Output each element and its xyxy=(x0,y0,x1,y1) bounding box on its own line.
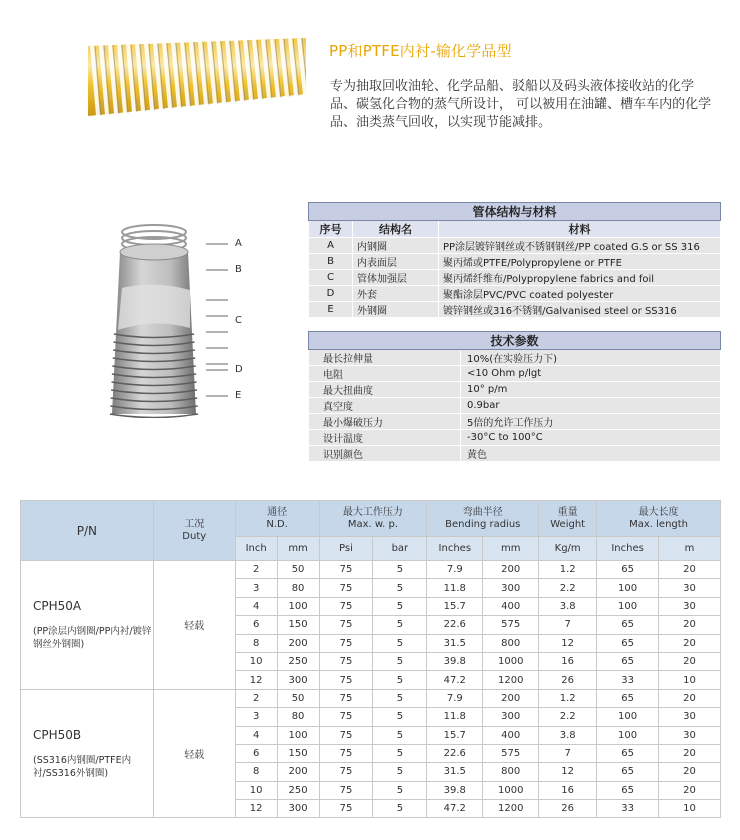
table-cell: 20 xyxy=(659,744,721,762)
table-cell: 300 xyxy=(277,800,319,818)
unit-header: Kg/m xyxy=(539,537,597,561)
tech-param-value: -30°C to 100°C xyxy=(461,430,721,446)
table-cell: 10 xyxy=(235,781,277,799)
table-cell: 8 xyxy=(235,634,277,652)
table-cell: 75 xyxy=(319,579,373,597)
table-cell: 1000 xyxy=(483,781,539,799)
table-cell: 26 xyxy=(539,671,597,689)
table-cell: 400 xyxy=(483,597,539,615)
table-cell: 12 xyxy=(539,634,597,652)
table-cell: 12 xyxy=(235,800,277,818)
tech-param-name: 最长拉伸量 xyxy=(309,350,461,366)
table-cell: 20 xyxy=(659,616,721,634)
table-cell: 30 xyxy=(659,726,721,744)
table-cell: 150 xyxy=(277,744,319,762)
table-cell: 3.8 xyxy=(539,597,597,615)
header-pressure xyxy=(319,501,427,537)
tech-row xyxy=(309,382,721,398)
structure-row xyxy=(309,254,721,270)
tech-row xyxy=(309,430,721,446)
tech-param-value: 5倍的允许工作压力 xyxy=(461,414,721,430)
table-cell: 20 xyxy=(659,634,721,652)
tech-row xyxy=(309,366,721,382)
structure-code: C xyxy=(309,270,353,286)
header-pn: P/N xyxy=(21,501,154,561)
table-cell: 5 xyxy=(373,708,427,726)
table-cell: 5 xyxy=(373,652,427,670)
structure-name: 外钢圈 xyxy=(353,302,439,318)
structure-caption: 管体结构与材料 xyxy=(309,203,721,221)
table-row xyxy=(21,561,721,579)
table-cell: 20 xyxy=(659,689,721,707)
table-cell: 75 xyxy=(319,726,373,744)
header-pressure-en: Max. w. p. xyxy=(347,518,399,530)
table-cell: 65 xyxy=(597,689,659,707)
table-cell: 75 xyxy=(319,744,373,762)
structure-material: PP涂层镀锌钢丝或不锈钢钢丝/PP coated G.S or SS 316 xyxy=(439,238,721,254)
tech-row xyxy=(309,414,721,430)
table-cell: 75 xyxy=(319,689,373,707)
table-cell: 5 xyxy=(373,689,427,707)
table-cell: 39.8 xyxy=(427,652,483,670)
table-cell: 575 xyxy=(483,616,539,634)
table-cell: 7 xyxy=(539,744,597,762)
table-cell: 30 xyxy=(659,597,721,615)
table-cell: 65 xyxy=(597,781,659,799)
table-cell: 50 xyxy=(277,689,319,707)
table-cell: 100 xyxy=(277,597,319,615)
product-spec-table xyxy=(20,500,721,818)
structure-material: 聚丙烯纤维布/Polypropylene fabrics and foil xyxy=(439,270,721,286)
structure-code: A xyxy=(309,238,353,254)
table-cell: 75 xyxy=(319,634,373,652)
callout-e: E xyxy=(235,390,242,401)
table-cell: 200 xyxy=(483,689,539,707)
tech-param-value: 10%(在实验压力下) xyxy=(461,350,721,366)
structure-row xyxy=(309,270,721,286)
col-header-material: 材料 xyxy=(439,221,721,238)
structure-name: 管体加强层 xyxy=(353,270,439,286)
table-cell: 33 xyxy=(597,800,659,818)
callout-b: B xyxy=(235,264,242,275)
header-weight-en: Weight xyxy=(550,518,586,530)
structure-name: 内钢圈 xyxy=(353,238,439,254)
table-cell: 1.2 xyxy=(539,561,597,579)
header-duty-en: Duty xyxy=(182,530,207,542)
table-cell: 250 xyxy=(277,652,319,670)
table-cell: 16 xyxy=(539,652,597,670)
table-cell: 75 xyxy=(319,800,373,818)
unit-header: m xyxy=(659,537,721,561)
part-number-cell xyxy=(21,561,154,690)
structure-material: 聚丙烯或PTFE/Polypropylene or PTFE xyxy=(439,254,721,270)
table-cell: 2.2 xyxy=(539,579,597,597)
table-cell: 15.7 xyxy=(427,726,483,744)
structure-row xyxy=(309,286,721,302)
table-cell: 5 xyxy=(373,800,427,818)
table-cell: 5 xyxy=(373,671,427,689)
table-cell: 250 xyxy=(277,781,319,799)
table-cell: 65 xyxy=(597,763,659,781)
table-cell: 47.2 xyxy=(427,800,483,818)
header-bend-en: Bending radius xyxy=(445,518,521,530)
table-cell: 6 xyxy=(235,744,277,762)
unit-header: Inch xyxy=(235,537,277,561)
structure-name: 内表面层 xyxy=(353,254,439,270)
table-cell: 8 xyxy=(235,763,277,781)
table-cell: 39.8 xyxy=(427,781,483,799)
table-cell: 1200 xyxy=(483,671,539,689)
header-bend-cn: 弯曲半径 xyxy=(462,506,503,518)
tech-caption: 技术参数 xyxy=(309,332,721,350)
table-cell: 5 xyxy=(373,726,427,744)
header-pressure-cn: 最大工作压力 xyxy=(342,506,403,518)
table-cell: 33 xyxy=(597,671,659,689)
unit-header: mm xyxy=(277,537,319,561)
table-cell: 10 xyxy=(235,652,277,670)
table-cell: 75 xyxy=(319,671,373,689)
tech-row xyxy=(309,350,721,366)
table-cell: 3 xyxy=(235,708,277,726)
tech-param-value: 10° p/m xyxy=(461,382,721,398)
callout-a: A xyxy=(235,238,242,249)
tech-param-name: 最小爆破压力 xyxy=(309,414,461,430)
table-cell: 5 xyxy=(373,616,427,634)
unit-header: bar xyxy=(373,537,427,561)
part-number: CPH50B xyxy=(33,727,82,742)
tech-param-name: 电阻 xyxy=(309,366,461,382)
table-cell: 65 xyxy=(597,652,659,670)
table-cell: 31.5 xyxy=(427,634,483,652)
table-cell: 800 xyxy=(483,634,539,652)
tech-param-name: 最大扭曲度 xyxy=(309,382,461,398)
table-cell: 2 xyxy=(235,561,277,579)
header-weight-cn: 重量 xyxy=(557,506,578,518)
part-description: (PP涂层内钢圈/PP内衬/镀锌钢丝外钢圈) xyxy=(33,625,152,650)
table-cell: 22.6 xyxy=(427,744,483,762)
tech-param-name: 真空度 xyxy=(309,398,461,414)
table-cell: 2.2 xyxy=(539,708,597,726)
table-cell: 65 xyxy=(597,616,659,634)
table-cell: 3 xyxy=(235,579,277,597)
table-cell: 65 xyxy=(597,744,659,762)
table-cell: 6 xyxy=(235,616,277,634)
structure-material: 聚酯涂层PVC/PVC coated polyester xyxy=(439,286,721,302)
table-cell: 100 xyxy=(277,726,319,744)
structure-code: D xyxy=(309,286,353,302)
table-cell: 65 xyxy=(597,634,659,652)
table-cell: 65 xyxy=(597,561,659,579)
table-cell: 11.8 xyxy=(427,708,483,726)
table-cell: 1000 xyxy=(483,652,539,670)
header-length-en: Max. length xyxy=(629,518,689,530)
table-cell: 5 xyxy=(373,763,427,781)
table-cell: 100 xyxy=(597,726,659,744)
table-cell: 20 xyxy=(659,763,721,781)
intro-paragraph: 专为抽取回收油轮、化学品船、驳船以及码头液体接收站的化学品、碳氢化合物的蒸气所设计， 可以被用在油罐、槽车车内的化学品、油类蒸气回收，以实现节能减排。 xyxy=(330,79,712,130)
structure-name: 外套 xyxy=(353,286,439,302)
table-cell: 20 xyxy=(659,652,721,670)
table-cell: 75 xyxy=(319,708,373,726)
col-header-structure: 结构名 xyxy=(353,221,439,238)
table-cell: 5 xyxy=(373,781,427,799)
structure-row xyxy=(309,302,721,318)
table-cell: 1.2 xyxy=(539,689,597,707)
table-cell: 100 xyxy=(597,597,659,615)
tech-row xyxy=(309,398,721,414)
table-cell: 31.5 xyxy=(427,763,483,781)
table-cell: 30 xyxy=(659,708,721,726)
hose-product-photo xyxy=(88,36,306,120)
table-cell: 11.8 xyxy=(427,579,483,597)
header-weight xyxy=(539,501,597,537)
header-nd-en: N.D. xyxy=(266,518,288,530)
tech-row xyxy=(309,446,721,462)
table-cell: 150 xyxy=(277,616,319,634)
header-duty-cn: 工况 xyxy=(184,518,205,530)
table-cell: 300 xyxy=(483,579,539,597)
header-duty xyxy=(153,501,235,561)
table-cell: 400 xyxy=(483,726,539,744)
table-cell: 5 xyxy=(373,744,427,762)
header-bend xyxy=(427,501,539,537)
table-cell: 100 xyxy=(597,579,659,597)
tech-param-name: 识别颜色 xyxy=(309,446,461,462)
table-cell: 575 xyxy=(483,744,539,762)
tech-param-value: 0.9bar xyxy=(461,398,721,414)
table-cell: 75 xyxy=(319,652,373,670)
table-cell: 10 xyxy=(659,671,721,689)
table-cell: 20 xyxy=(659,781,721,799)
table-cell: 75 xyxy=(319,597,373,615)
table-cell: 5 xyxy=(373,579,427,597)
page-title: PP和PTFE内衬-输化学品型 xyxy=(329,42,512,60)
table-cell: 5 xyxy=(373,634,427,652)
table-cell: 7 xyxy=(539,616,597,634)
structure-row xyxy=(309,238,721,254)
table-cell: 5 xyxy=(373,561,427,579)
table-row xyxy=(21,689,721,707)
unit-header: Inches xyxy=(427,537,483,561)
header-nd xyxy=(235,501,319,537)
table-cell: 300 xyxy=(483,708,539,726)
structure-materials-table xyxy=(308,202,721,318)
table-cell: 20 xyxy=(659,561,721,579)
table-cell: 50 xyxy=(277,561,319,579)
table-cell: 800 xyxy=(483,763,539,781)
table-cell: 26 xyxy=(539,800,597,818)
structure-code: B xyxy=(309,254,353,270)
table-cell: 75 xyxy=(319,616,373,634)
table-cell: 7.9 xyxy=(427,689,483,707)
table-cell: 80 xyxy=(277,708,319,726)
callout-d: D xyxy=(235,364,243,375)
tech-param-value: 黄色 xyxy=(461,446,721,462)
table-cell: 47.2 xyxy=(427,671,483,689)
table-cell: 75 xyxy=(319,561,373,579)
table-cell: 4 xyxy=(235,597,277,615)
unit-header: Inches xyxy=(597,537,659,561)
part-number: CPH50A xyxy=(33,598,82,613)
table-cell: 4 xyxy=(235,726,277,744)
col-header-no: 序号 xyxy=(309,221,353,238)
table-cell: 12 xyxy=(235,671,277,689)
header-length-cn: 最大长度 xyxy=(638,506,679,518)
tech-param-value: <10 Ohm p/lgt xyxy=(461,366,721,382)
tech-param-name: 设计温度 xyxy=(309,430,461,446)
table-cell: 80 xyxy=(277,579,319,597)
table-cell: 2 xyxy=(235,689,277,707)
table-cell: 300 xyxy=(277,671,319,689)
unit-header: Psi xyxy=(319,537,373,561)
header-nd-cn: 通径 xyxy=(267,506,288,518)
table-cell: 5 xyxy=(373,597,427,615)
table-cell: 200 xyxy=(483,561,539,579)
structure-code: E xyxy=(309,302,353,318)
table-cell: 200 xyxy=(277,763,319,781)
table-cell: 3.8 xyxy=(539,726,597,744)
header-length xyxy=(597,501,721,537)
table-cell: 12 xyxy=(539,763,597,781)
unit-header: mm xyxy=(483,537,539,561)
table-cell: 10 xyxy=(659,800,721,818)
callout-c: C xyxy=(235,315,242,326)
table-cell: 100 xyxy=(597,708,659,726)
table-cell: 200 xyxy=(277,634,319,652)
table-cell: 75 xyxy=(319,781,373,799)
table-cell: 30 xyxy=(659,579,721,597)
table-cell: 22.6 xyxy=(427,616,483,634)
technical-parameters-table xyxy=(308,331,721,462)
structure-material: 镀锌钢丝或316不锈钢/Galvanised steel or SS316 xyxy=(439,302,721,318)
duty-cell: 轻载 xyxy=(153,561,235,690)
table-cell: 16 xyxy=(539,781,597,799)
duty-cell: 轻载 xyxy=(153,689,235,818)
part-number-cell xyxy=(21,689,154,818)
table-cell: 75 xyxy=(319,763,373,781)
table-cell: 15.7 xyxy=(427,597,483,615)
table-cell: 7.9 xyxy=(427,561,483,579)
part-description: (SS316内钢圈/PTFE内衬/SS316外钢圈) xyxy=(33,754,132,779)
table-cell: 1200 xyxy=(483,800,539,818)
